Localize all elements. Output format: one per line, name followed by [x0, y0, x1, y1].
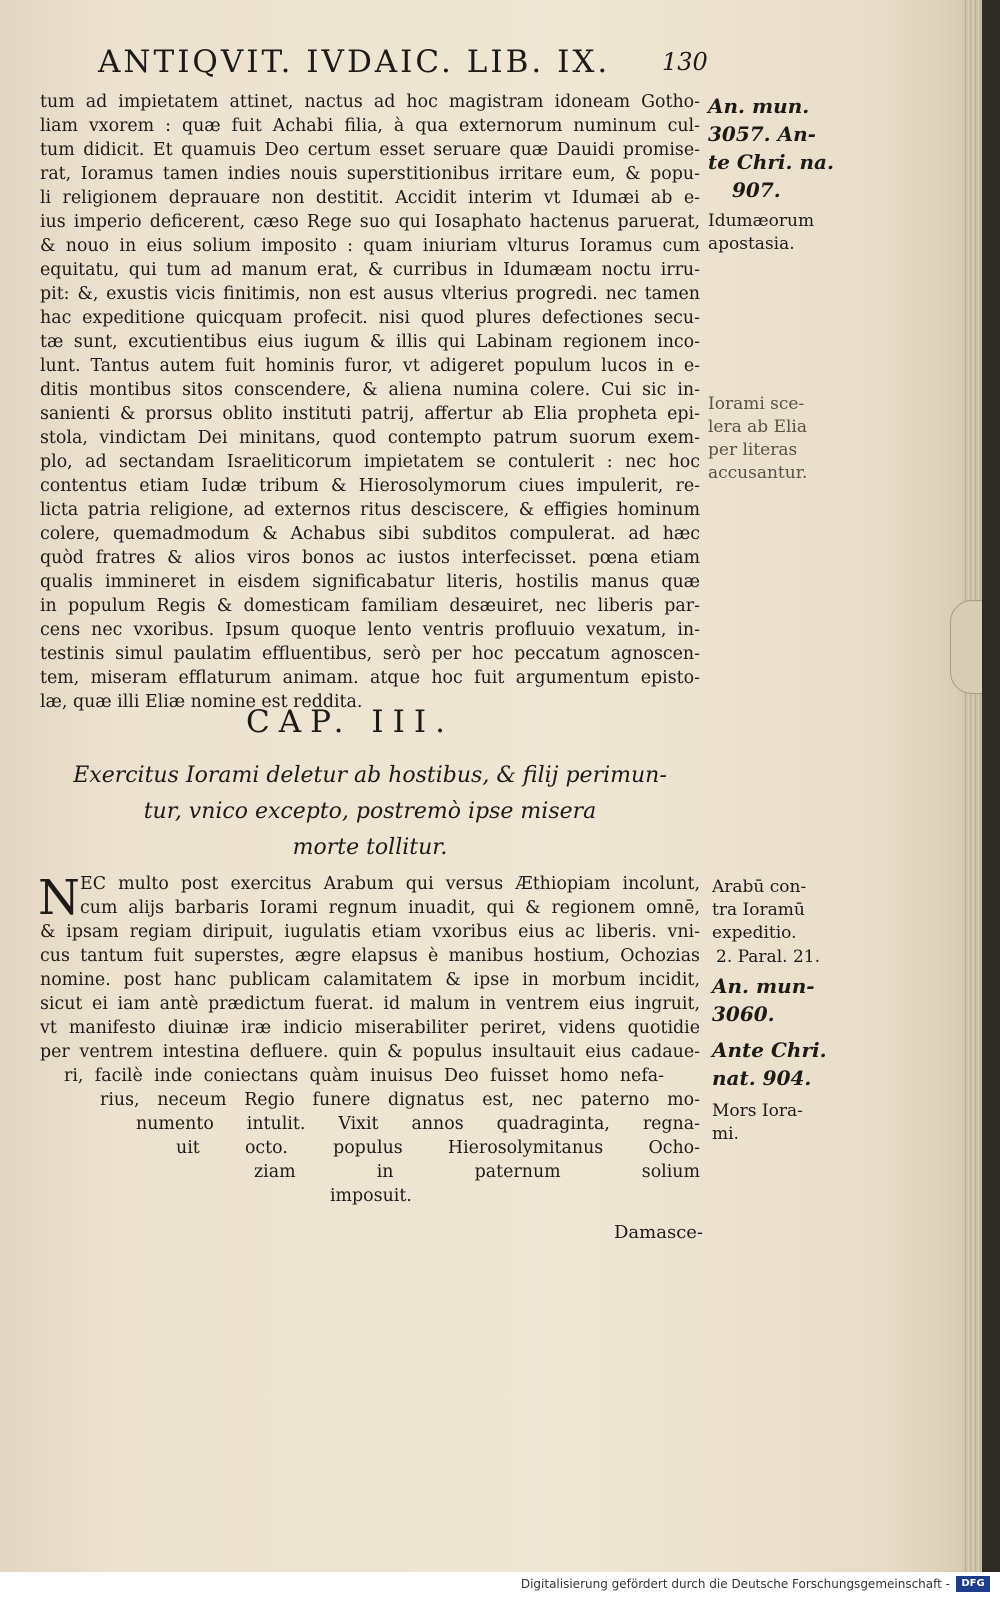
text-line: & nouo in eius solium imposito : quam iniuriam vlturus Ioramus cum	[40, 236, 700, 256]
text-line: quòd fratres & alios viros bonos ac iustos interfecisset. pœna etiam	[40, 548, 700, 568]
running-head: ANTIQVIT. IVDAIC. LIB. IX.	[98, 44, 611, 80]
text-line: li religionem deprauare non destitit. Accidit interim vt Idumæi ab e-	[40, 188, 700, 208]
text-line: rat, Ioramus tamen indies nouis superstitionibus irritare eum, & popu-	[40, 164, 700, 184]
margin-note-anno-mundi: An. mun- 3060.	[712, 974, 815, 1026]
text-line: licta patria religione, ad externos ritus desciscere, & effigies hominum	[40, 500, 700, 520]
text-line: ziam in paternum solium	[254, 1162, 700, 1182]
text-line: testinis simul paulatim effluentibus, serò per hoc peccatum agnoscen-	[40, 644, 700, 664]
text-line: lunt. Tantus autem fuit hominis furor, vt adigeret populum lucos in e-	[40, 356, 700, 376]
text-line: colere, quemadmodum & Achabus sibi subditos compulerat. ad hæc	[40, 524, 700, 544]
catchword: Damasce-	[614, 1222, 704, 1243]
text-line: pit: &, exustis vicis finitimis, non est ausus vlterius progredi. nec tamen	[40, 284, 700, 304]
text-line: ditis montibus sitos conscendere, & aliena numina colere. Cui sic in-	[40, 380, 700, 400]
text-line: ius imperio deficerent, cæso Rege suo qui Iosaphato hactenus paruerat,	[40, 212, 700, 232]
text-line: qualis immineret in eisdem significabatur literis, hostilis manus quæ	[40, 572, 700, 592]
text-line: cus tantum fuit superstes, ægre elapsus è manibus hostium, Ochozias	[40, 946, 700, 966]
text-line: ri, facilè inde coniectans quàm inuisus Deo fuisset homo nefa-	[64, 1066, 664, 1086]
text-line: nomine. post hanc publicam calamitatem & ipse in morbum incidit,	[40, 970, 700, 990]
book-cover-edge	[982, 0, 1000, 1572]
margin-note-iorami-scelera: Iorami sce- lera ab Elia per literas accusantur.	[708, 394, 808, 483]
text-line: cum alijs barbaris Iorami regnum inuadit, qui & regionem omnē,	[80, 898, 700, 918]
margin-note-mors-iorami: Mors Iora- mi.	[712, 1101, 803, 1144]
dfg-logo-icon: DFG	[956, 1576, 990, 1592]
text-line: tum ad impietatem attinet, nactus ad hoc magistram idoneam Gotho-	[40, 92, 700, 112]
main-text-block	[40, 90, 700, 714]
chapter-summary: Exercitus Iorami deletur ab hostibus, & filij perimun- tur, vnico excepto, postremò ipse misera morte tollitur.	[73, 763, 667, 860]
text-line: plo, ad sectandam Israeliticorum impietatem se contulerit : nec hoc	[40, 452, 700, 472]
chapter-text-block	[40, 872, 700, 1208]
margin-note-ante-christum: Ante Chri. nat. 904.	[712, 1038, 827, 1090]
text-line: EC multo post exercitus Arabum qui versus Æthiopiam incolunt,	[80, 874, 700, 894]
text-line: equitatu, qui tum ad manum erat, & curribus in Idumæam noctu irru-	[40, 260, 700, 280]
text-line: sanienti & prorsus oblito instituti patrij, affertur ab Elia propheta epi-	[40, 404, 700, 424]
text-line: tæ sunt, excutientibus eius iugum & illis qui Labinam regionem inco-	[40, 332, 700, 352]
footer-credit: Digitalisierung gefördert durch die Deutsche Forschungsgemeinschaft -	[520, 1577, 950, 1591]
margin-note-paral: 2. Paral. 21.	[716, 947, 820, 967]
text-line: rius, neceum Regio funere dignatus est, nec paterno mo-	[100, 1090, 700, 1110]
text-line: per ventrem intestina defluere. quin & populus insultauit eius cadaue-	[40, 1042, 700, 1062]
text-line: tum didicit. Et quamuis Deo certum esset seruare quæ Dauidi promise-	[40, 140, 700, 160]
footer-bar	[0, 1572, 1000, 1598]
page-edge	[962, 0, 982, 1572]
text-line: imposuit.	[330, 1186, 412, 1206]
text-line: vt manifesto diuinæ iræ indicio miserabiliter periret, videns quotidie	[40, 1018, 700, 1038]
margin-note-arabum: Arabū con- tra Ioramū expeditio.	[712, 877, 807, 943]
chapter-title: CAP. III.	[246, 704, 454, 740]
text-line: liam vxorem : quæ fuit Achabi filia, à qua externorum numinum cul-	[40, 116, 700, 136]
drop-capital: N	[38, 870, 80, 926]
text-line: numento intulit. Vixit annos quadraginta, regna-	[136, 1114, 700, 1134]
text-line: tem, miseram efflaturum animam. atque hoc fuit argumentum episto-	[40, 668, 700, 688]
text-line: contentus etiam Iudæ tribum & Hierosolymorum ciues impulerit, re-	[40, 476, 700, 496]
text-line: sicut ei iam antè prædictum fuerat. id malum in ventrem eius ingruit,	[40, 994, 700, 1014]
text-line: & ipsam regiam diripuit, iugulatis etiam vxoribus eius ac liberis. vni-	[40, 922, 700, 942]
page-number: 130	[662, 48, 708, 76]
text-line: in populum Regis & domesticam familiam desæuiret, nec liberis par-	[40, 596, 700, 616]
text-line: stola, vindictam Dei minitans, quod contempto patrum suorum exem-	[40, 428, 700, 448]
margin-note-year: An. mun. 3057. An- te Chri. na. 907.	[708, 94, 834, 202]
text-line: læ, quæ illi Eliæ nomine est reddita.	[40, 692, 363, 712]
text-line: uit octo. populus Hierosolymitanus Ocho-	[176, 1138, 700, 1158]
margin-note-idumaeorum: Idumæorum apostasia.	[708, 211, 815, 254]
text-line: cens nec vxoribus. Ipsum quoque lento ventris profluuio vexatum, in-	[40, 620, 700, 640]
text-line: hac expeditione quicquam profecit. nisi quod plures defectiones secu-	[40, 308, 700, 328]
